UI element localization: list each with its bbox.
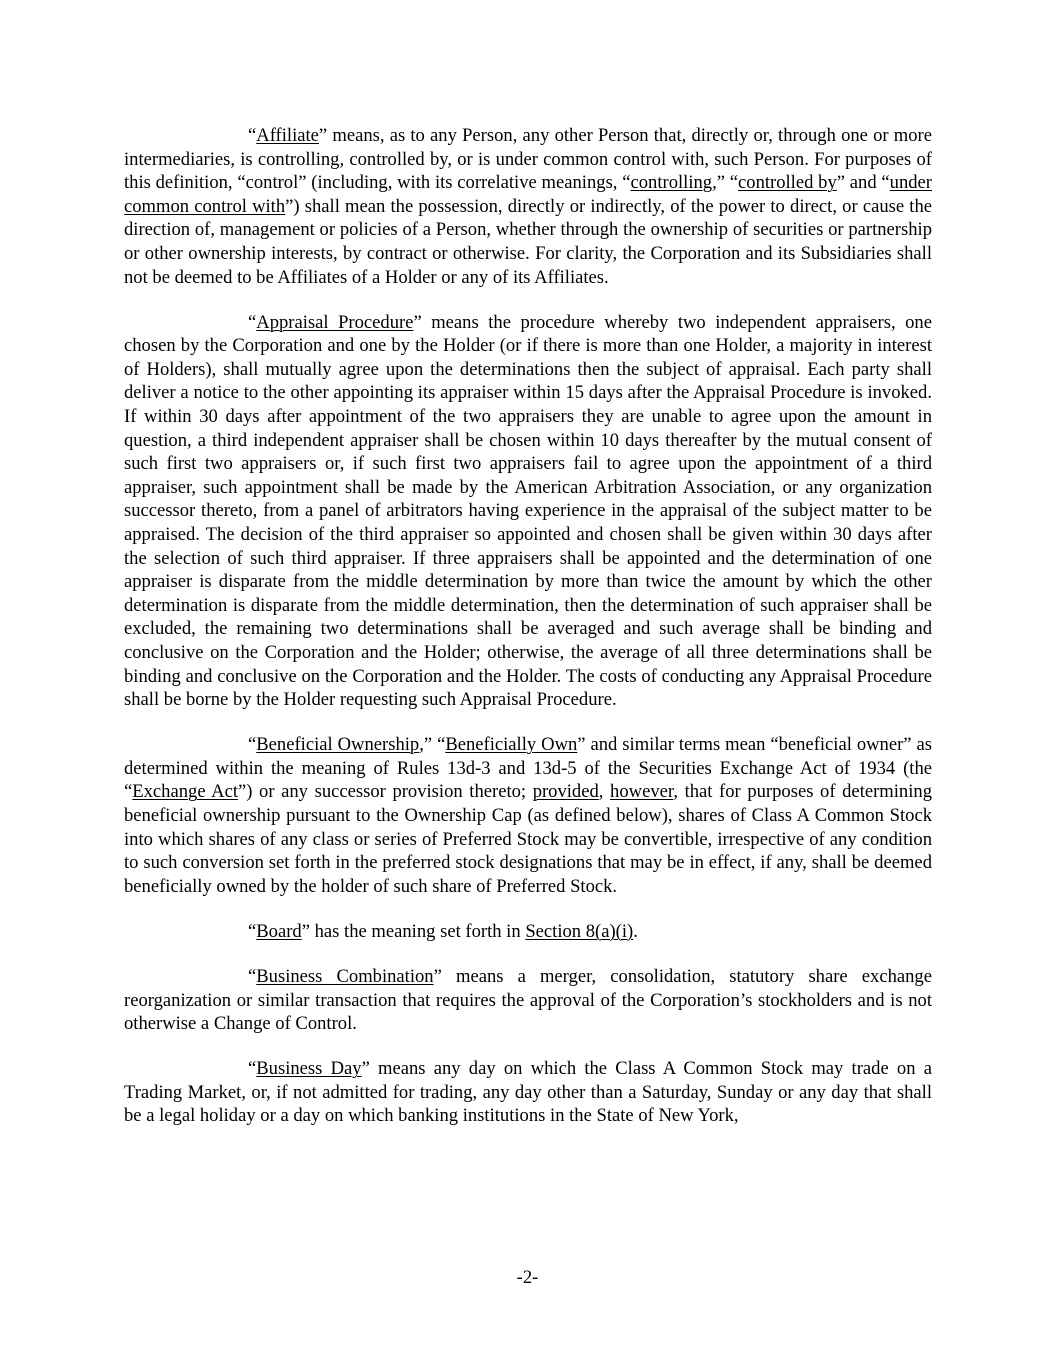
- definition-business-day: [124, 1057, 932, 1128]
- definition-business-combination: [124, 965, 932, 1036]
- close-quote: ”: [413, 311, 422, 333]
- definition-text: ” means any day on which the Class A Common Stock may trade on a Trading Market, or, if not admitted for trading, any day other than a Saturday, Sunday or any day that shall be a legal holiday or a day on which banking institutions in the State of New York,: [124, 1058, 932, 1127]
- open-quote: “: [248, 125, 257, 146]
- defined-term-controlled-by: controlled by: [738, 172, 837, 194]
- definition-text: ,: [598, 781, 611, 803]
- open-quote: “: [248, 966, 257, 987]
- proviso-however: however: [610, 781, 674, 803]
- document-body: [124, 124, 932, 1150]
- close-quote: ”: [318, 125, 328, 146]
- definition-text: ” and “: [836, 172, 890, 194]
- definition-text: .: [633, 920, 638, 942]
- definition-text: ,” “: [712, 172, 739, 194]
- definition-text: means, as to any Person, any other Person that, directly or, through one or more intermediaries, is controlling, controlled by, or is under common control with, such Person. For purposes of this definition, “control” (including, with its correlative meanings, “: [124, 125, 932, 194]
- defined-term-controlling: controlling: [630, 172, 713, 194]
- definition-text: ” has the meaning set forth in: [301, 920, 526, 942]
- definition-board: [124, 920, 932, 944]
- defined-term-affiliate: Affiliate: [256, 125, 319, 146]
- open-quote: “: [248, 311, 257, 333]
- definition-appraisal-procedure: [124, 311, 932, 712]
- defined-term-business-day: Business Day: [256, 1058, 362, 1080]
- definition-text: ”) or any successor provision thereto;: [238, 781, 533, 803]
- open-quote: “: [248, 1058, 257, 1080]
- defined-term-under-common-control-with: under common control with: [124, 172, 932, 217]
- defined-term-exchange-act: Exchange Act: [132, 781, 238, 803]
- definition-text: ” and similar terms mean “beneficial owner” as determined within the meaning of Rules 13d-3 and 13d-5 of the Securities Exchange Act of 1934 (the “: [124, 734, 932, 803]
- proviso-provided: provided: [532, 781, 599, 803]
- definition-text: means the procedure whereby two independent appraisers, one chosen by the Corporation and one by the Holder (or if there is more than one Holder, a majority in interest of Holders), shall mutually agree upon the determinations then the subject of appraisal. Each party shall deliver a notice to the other appointing its appraiser within 15 days after the Appraisal Procedure is invoked. If within 30 days after appointment of the two appraisers they are unable to agree upon the amount in question, a third independent appraiser shall be chosen within 10 days thereafter by the mutual consent of such first two appraisers or, if such first two appraisers fail to agree upon the appointment of a third appraiser, such appointment shall be made by the American Arbitration Association, or any organization successor thereto, from a panel of arbitrators having experience in the appraisal of the subject matter to be appraised. The decision of the third appraiser so appointed and chosen shall be given within 30 days after the selection of such third appraiser. If three appraisers shall be appointed and the determination of one appraiser is disparate from the middle determination by more than twice the amount by which the other determination is disparate from the middle determination, then the determination of such appraiser shall be excluded, the remaining two determinations shall be averaged and such average shall be binding and conclusive on the Corporation and the Holder; otherwise, the average of all three determinations shall be binding and conclusive on the Corporation and the Holder. The costs of conducting any Appraisal Procedure shall be borne by the Holder requesting such Appraisal Procedure.: [124, 311, 932, 711]
- definition-text: ”) shall mean the possession, directly or indirectly, of the power to direct, or cause the direction of, management or policies of a Person, whether through the ownership of securities or partnership or other ownership interests, by contract or otherwise. For clarity, the Corporation and its Subsidiaries shall not be deemed to be Affiliates of a Holder or any of its Affiliates.: [124, 195, 932, 288]
- defined-term-business-combination: Business Combination: [256, 966, 434, 987]
- page-number: -2-: [516, 1267, 539, 1288]
- defined-term-appraisal-procedure: Appraisal Procedure: [256, 311, 414, 333]
- definition-text: , that for purposes of determining beneficial ownership pursuant to the Ownership Cap (as defined below), shares of Class A Common Stock into which shares of any class or series of Preferred Stock may be convertible, irrespective of any condition to such conversion set forth in the preferred stock designations that may be in effect, if any, shall be deemed beneficially owned by the holder of such share of Preferred Stock.: [124, 781, 932, 897]
- definition-beneficial-ownership: [124, 733, 932, 898]
- section-reference: Section 8(a)(i): [525, 920, 634, 942]
- definition-affiliate: [124, 124, 932, 289]
- definition-text: ,” “: [419, 734, 446, 756]
- defined-term-beneficially-own: Beneficially Own: [445, 734, 578, 756]
- defined-term-board: Board: [256, 920, 302, 942]
- defined-term-beneficial-ownership: Beneficial Ownership: [256, 734, 420, 756]
- definition-text: ” means a merger, consolidation, statutory share exchange reorganization or similar transaction that requires the approval of the Corporation’s stockholders and is not otherwise a Change of Control.: [124, 966, 932, 1035]
- open-quote: “: [248, 734, 257, 756]
- open-quote: “: [248, 920, 257, 942]
